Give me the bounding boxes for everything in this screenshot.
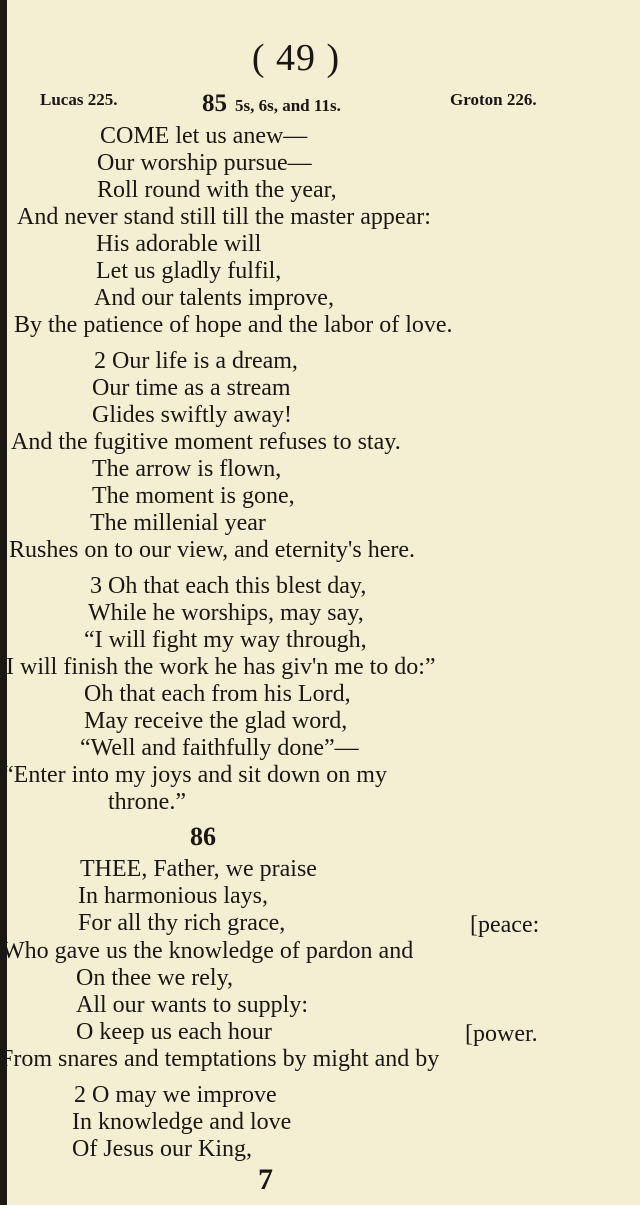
signature-mark: 7: [258, 1163, 273, 1196]
hymn-header: [202, 90, 341, 118]
hymn-line: On thee we rely,: [76, 965, 234, 991]
hymn-line: “Well and faithfully done”—: [80, 735, 359, 761]
hymn-line: O keep us each hour: [76, 1019, 272, 1045]
hymn-line: For all thy rich grace,: [78, 910, 286, 936]
hymn-line: “Enter into my joys and sit down on my: [3, 762, 387, 788]
hymn-number-86: 86: [190, 822, 216, 851]
hymn-line: 2 Our life is a dream,: [94, 348, 298, 374]
hymn-line: In knowledge and love: [72, 1109, 292, 1135]
hymn-line: The millenial year: [90, 510, 266, 536]
hymn-line: Oh that each from his Lord,: [84, 681, 351, 707]
tune-right: Groton 226.: [450, 90, 537, 109]
hymn-line: His adorable will: [96, 231, 262, 257]
hymn-line: Roll round with the year,: [97, 177, 337, 203]
page-number: ( 49 ): [251, 37, 341, 79]
hymn-line: In harmonious lays,: [78, 883, 268, 909]
hymn-line: THEE, Father, we praise: [80, 856, 317, 882]
hymn-number: 85: [202, 90, 227, 117]
hymn-line: And our talents improve,: [94, 285, 334, 311]
hymn-line: May receive the glad word,: [84, 708, 348, 734]
turnover-bracket: [peace:: [470, 912, 540, 938]
hymn-line: By the patience of hope and the labor of love.: [14, 312, 453, 338]
hymn-line: And never stand still till the master appear:: [17, 204, 431, 230]
meter: 5s, 6s, and 11s.: [235, 96, 341, 115]
tune-left: Lucas 225.: [40, 90, 118, 109]
hymn-line: I will finish the work he has giv'n me to do:”: [6, 654, 436, 680]
hymn-line: And the fugitive moment refuses to stay.: [11, 429, 401, 455]
hymn-line: Our time as a stream: [92, 375, 291, 401]
hymn-line: 3 Oh that each this blest day,: [90, 573, 367, 599]
hymn-line: 2 O may we improve: [74, 1082, 277, 1108]
hymn-line: Our worship pursue—: [97, 150, 312, 176]
hymn-line: “I will fight my way through,: [84, 627, 367, 653]
hymn-line: Glides swiftly away!: [92, 402, 292, 428]
hymn-line: Let us gladly fulfil,: [96, 258, 282, 284]
hymn-line: Who gave us the knowledge of pardon and: [2, 938, 414, 964]
hymn-line: All our wants to supply:: [76, 992, 308, 1018]
hymn-line: The moment is gone,: [92, 483, 295, 509]
hymn-line: The arrow is flown,: [92, 456, 282, 482]
hymn-line: Of Jesus our King,: [72, 1136, 252, 1162]
hymn-line: While he worships, may say,: [88, 600, 364, 626]
turnover-bracket: [power.: [465, 1021, 538, 1047]
hymn-line: From snares and temptations by might and by: [0, 1046, 440, 1072]
hymn-line: Rushes on to our view, and eternity's here.: [9, 537, 416, 563]
hymn-line: throne.”: [108, 789, 186, 815]
hymn-line: COME let us anew—: [100, 123, 308, 149]
